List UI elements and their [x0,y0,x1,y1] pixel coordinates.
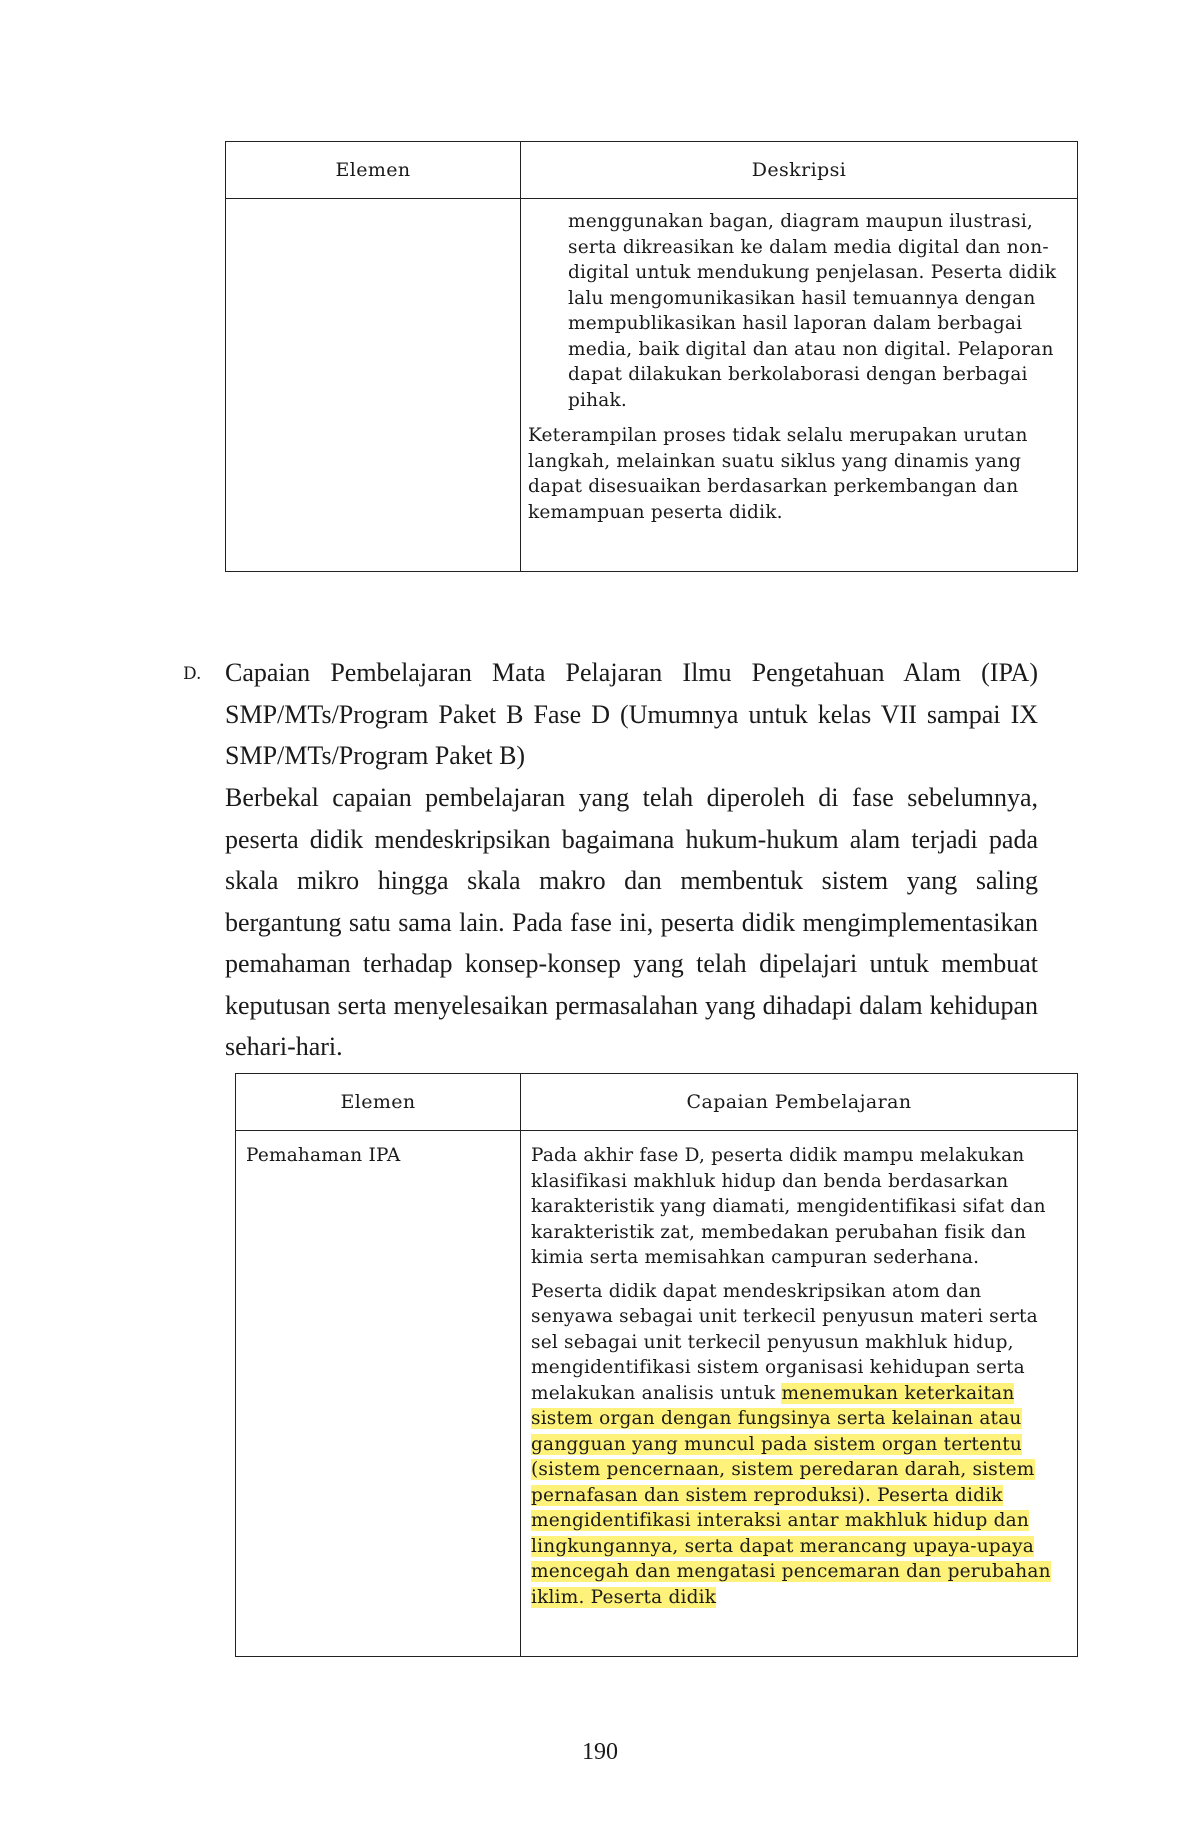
table-header-row [236,1074,1078,1131]
element-name: Pemahaman IPA [246,1145,401,1166]
learning-outcomes-table [235,1073,1078,1657]
header-elemen: Elemen [236,1074,521,1131]
table-row [226,199,1078,572]
element-cell-empty [226,199,521,572]
element-cell [236,1131,521,1657]
table-header-row [226,142,1078,199]
section-letter: D. [183,664,202,684]
page-number: 190 [582,1739,618,1765]
outcome-cell [521,1131,1078,1657]
header-deskripsi: Deskripsi [521,142,1078,199]
section-body: Berbekal capaian pembelajaran yang telah diperoleh di fase sebelumnya, peserta didik mendeskripsikan bagaimana hukum-hukum alam terjadi pada skala mikro hingga skala makro dan membentuk sistem yang saling bergantung satu sama lain. Pada fase ini, peserta didik mengimplementasikan pemahaman terhadap konsep-konsep yang telah dipelajari untuk membuat keputusan serta menyelesaikan permasalahan yang dihadapi dalam kehidupan sehari-hari. [225,783,1038,1061]
description-table [225,141,1078,572]
header-capaian-pembelajaran: Capaian Pembelajaran [521,1074,1078,1131]
outcome-text-highlighted: menemukan keterkaitan sistem organ dengan fungsinya serta kelainan atau gangguan yang muncul pada sistem organ tertentu (sistem pencernaan, sistem peredaran darah, sistem pernafasan dan sistem reproduksi). Peserta didik mengidentifikasi interaksi antar makhluk hidup dan lingkungannya, serta dapat merancang upaya-upaya mencegah dan mengatasi pencemaran dan perubahan iklim. Peserta didik [531,1382,1051,1608]
table-row [236,1131,1078,1657]
description-paragraph: Keterampilan proses tidak selalu merupakan urutan langkah, melainkan suatu siklus yang dinamis yang dapat disesuaikan berdasarkan perkembangan dan kemampuan peserta didik. [528,425,1028,523]
outcome-paragraph-2 [531,1279,1063,1611]
section-heading: Capaian Pembelajaran Mata Pelajaran Ilmu Pengetahuan Alam (IPA) SMP/MTs/Program Paket B Fase D (Umumnya untuk kelas VII sampai IX SMP/MTs/Program Paket B) [225,658,1038,770]
description-cell [521,199,1078,572]
outcome-text-plain: Peserta didik dapat mendeskripsikan atom dan senyawa sebagai unit terkecil penyusun materi serta sel sebagai unit terkecil penyusun makhluk hidup, mengidentifikasi sistem organisasi kehidupan serta melakukan analisis untuk [531,1280,1038,1404]
outcome-paragraph-1: Pada akhir fase D, peserta didik mampu melakukan klasifikasi makhluk hidup dan benda berdasarkan karakteristik yang diamati, mengidentifikasi sifat dan karakteristik zat, membedakan perubahan fisik dan kimia serta memisahkan campuran sederhana. [531,1145,1046,1268]
header-elemen: Elemen [226,142,521,199]
description-indented-text: menggunakan bagan, diagram maupun ilustrasi, serta dikreasikan ke dalam media digital dan non-digital untuk mendukung penjelasan. Peserta didik lalu mengomunikasikan hasil temuannya dengan mempublikasikan hasil laporan dalam berbagai media, baik digital dan atau non digital. Pelaporan dapat dilakukan berkolaborasi dengan berbagai pihak. [568,211,1057,411]
